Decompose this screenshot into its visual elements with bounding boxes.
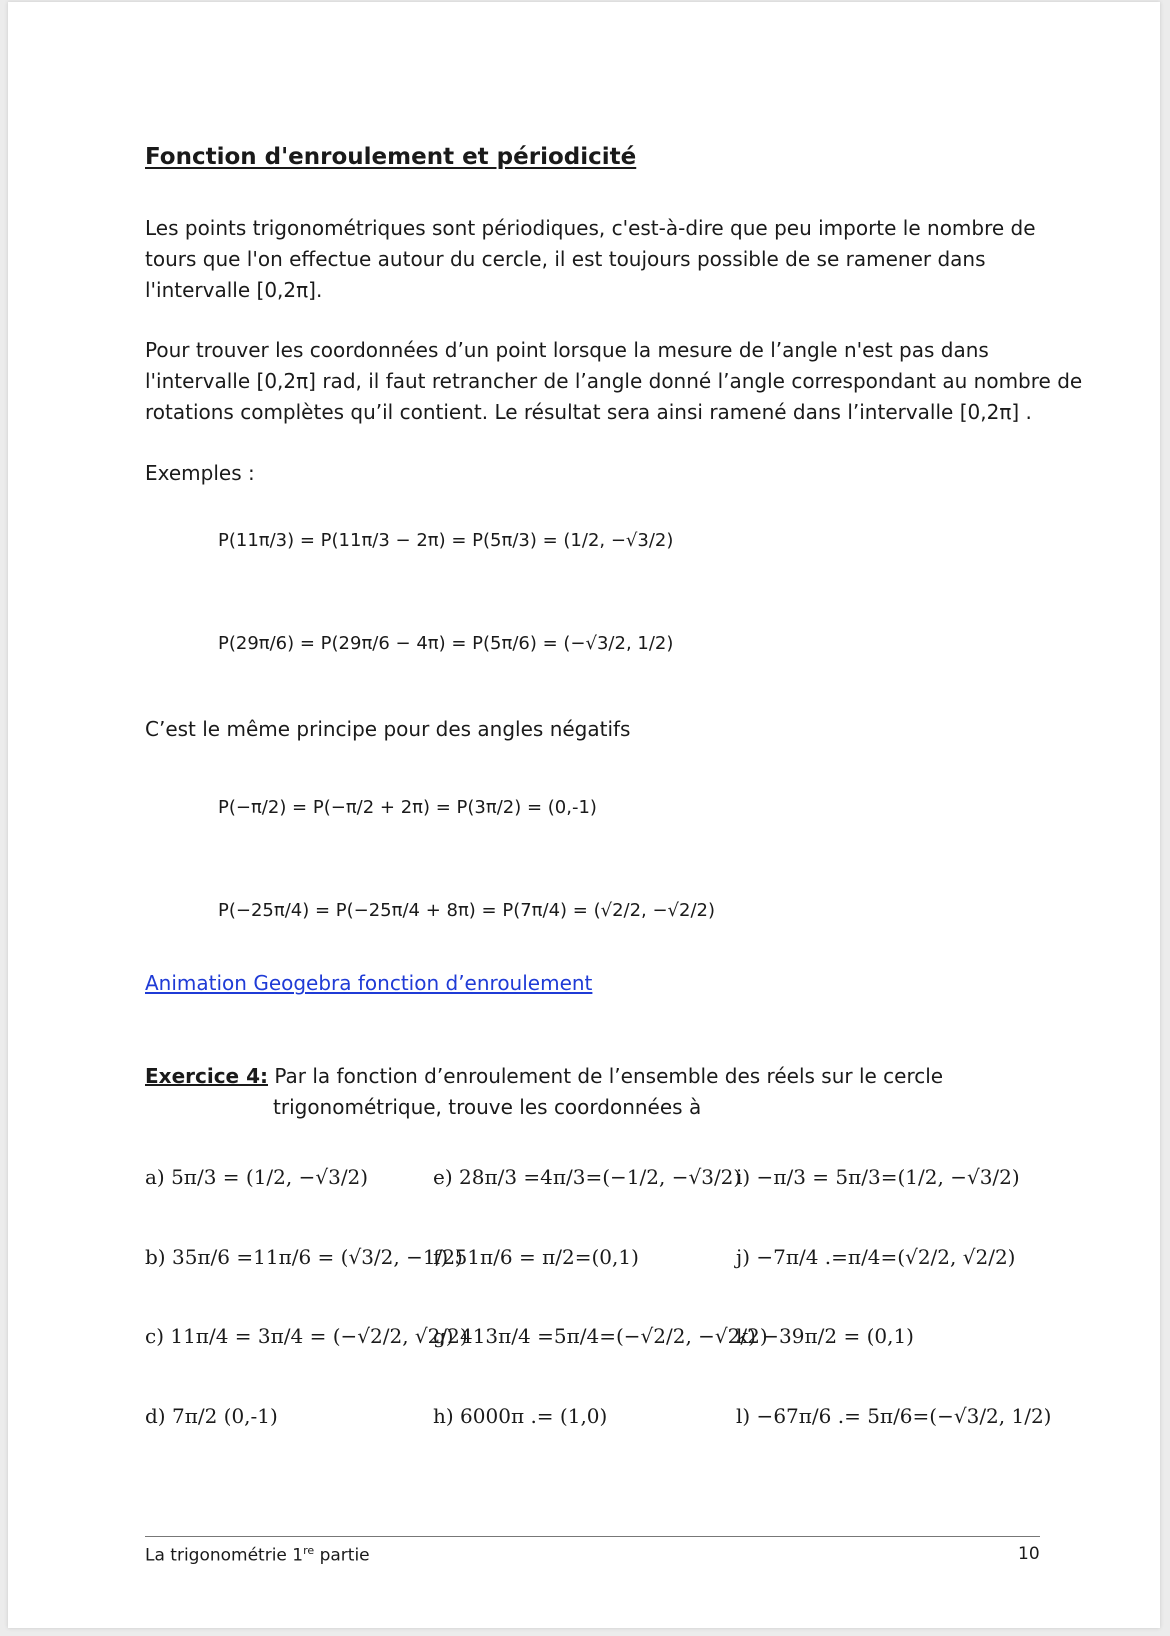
footer-divider xyxy=(145,1536,1040,1537)
example-formula-2: P(29π/6) = P(29π/6 − 4π) = P(5π/6) = (−√3/2, 1/2) xyxy=(218,633,674,654)
exercise-item-l: l) −67π/6 .= 5π/6=(−√3/2, 1/2) xyxy=(736,1404,1052,1428)
footer-title: La trigonométrie 1re partie xyxy=(145,1544,370,1566)
document-page xyxy=(8,2,1160,1628)
exercise-item-i: i) −π/3 = 5π/3=(1/2, −√3/2) xyxy=(736,1165,1020,1189)
exercise-label: Exercice 4: xyxy=(145,1064,268,1088)
paragraph-method: Pour trouver les coordonnées d’un point lorsque la mesure de l’angle n'est pas dans l'intervalle [0,2π] rad, il faut retrancher de l’angle donné l’angle correspondant au nombre de rotations complètes qu’il contient. Le résultat sera ainsi ramené dans l’intervalle [0,2π] . xyxy=(145,338,1083,424)
negative-angles-label: C’est le même principe pour des angles négatifs xyxy=(145,717,631,741)
exercise-item-c: c) 11π/4 = 3π/4 = (−√2/2, √2/2) xyxy=(145,1324,468,1348)
example-formula-1: P(11π/3) = P(11π/3 − 2π) = P(5π/3) = (1/2, −√3/2) xyxy=(218,530,674,551)
exercise-item-b: b) 35π/6 =11π/6 = (√3/2, −1/2) xyxy=(145,1245,463,1269)
examples-label: Exemples : xyxy=(145,461,255,485)
exercise-item-g: g) 413π/4 =5π/4=(−√2/2, −√2/2) xyxy=(433,1324,768,1348)
exercise-text-line2: trigonométrique, trouve les coordonnées à xyxy=(273,1095,702,1119)
exercise-item-d: d) 7π/2 (0,-1) xyxy=(145,1404,278,1428)
exercise-item-k: k) −39π/2 = (0,1) xyxy=(736,1324,914,1348)
page-number: 10 xyxy=(1018,1544,1040,1564)
paragraph-periodicity: Les points trigonométriques sont périodiques, c'est-à-dire que peu importe le nombre de tours que l'on effectue autour du cercle, il est toujours possible de se ramener dans l'intervalle [0,2π]. xyxy=(145,216,1036,302)
geogebra-animation-link[interactable]: Animation Geogebra fonction d’enroulement xyxy=(145,971,593,995)
section-title: Fonction d'enroulement et périodicité xyxy=(145,144,637,170)
negative-example-formula-1: P(−π/2) = P(−π/2 + 2π) = P(3π/2) = (0,-1) xyxy=(218,797,597,818)
exercise-item-f: f) 51π/6 = π/2=(0,1) xyxy=(433,1245,639,1269)
exercise-item-j: j) −7π/4 .=π/4=(√2/2, √2/2) xyxy=(736,1245,1016,1269)
exercise-text-line1: Par la fonction d’enroulement de l’ensemble des réels sur le cercle xyxy=(274,1064,944,1088)
exercise-item-e: e) 28π/3 =4π/3=(−1/2, −√3/2) xyxy=(433,1165,742,1189)
exercise-item-h: h) 6000π .= (1,0) xyxy=(433,1404,608,1428)
exercise-item-a: a) 5π/3 = (1/2, −√3/2) xyxy=(145,1165,369,1189)
exercise-heading xyxy=(145,1064,943,1088)
negative-example-formula-2: P(−25π/4) = P(−25π/4 + 8π) = P(7π/4) = (√2/2, −√2/2) xyxy=(218,900,716,921)
